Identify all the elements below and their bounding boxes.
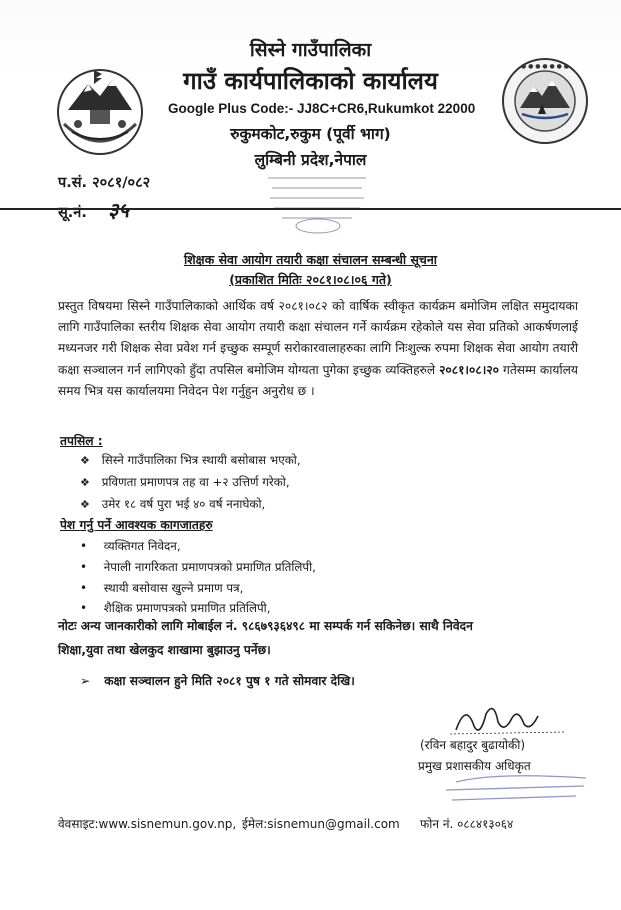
footer-phone: फोन नं. ०८८४१३०६४ <box>420 817 514 831</box>
diamond-bullet-icon: ❖ <box>80 476 90 489</box>
diamond-bullet-icon: ❖ <box>80 454 90 467</box>
contact-note-line1: नोटः अन्य जानकारीको लागि मोबाईल नं. ९८६७९३६४९८ मा सम्पर्क गर्न सकिनेछ। साथै निवेदन <box>58 619 473 633</box>
dispatch-number-label: सू.नं. <box>58 205 87 221</box>
header-divider <box>0 208 621 210</box>
documents-heading: पेश गर्नु पर्ने आवश्यक कागजातहरु <box>60 518 213 532</box>
notice-body <box>58 296 578 402</box>
dispatch-number-value: ३५ <box>107 198 129 222</box>
footer-email: ईमेल:sisnemun@gmail.com <box>242 817 400 831</box>
signatory-name: (रविन बहादुर बुढायोकी) <box>420 738 526 752</box>
documents-item: • व्यक्तिगत निवेदन, <box>80 539 181 553</box>
class-start-note: ➢ कक्षा सञ्चालन हुने मिति २०८१ पुष १ गते सोमवार देखि। <box>80 674 355 688</box>
published-date: (प्रकाशित मितिः २०८१।०८।०६ गते) <box>229 272 392 287</box>
municipality-name: सिस्ने गाउँपालिका <box>249 39 372 61</box>
notice-body-part2: गतेसम्म कार्यालय समय भित्र यस कार्यालयमा निवेदन पेश गर्नुहुन अनुरोध छ । <box>58 362 578 398</box>
bullet-icon: • <box>80 539 88 553</box>
notice-body-part1: प्रस्तुत विषयमा सिस्ने गाउँपालिकाको आर्थिक वर्ष २०८१।०८२ को वार्षिक स्वीकृत कार्यक्रम बमोजिम लक्षित समुदायका लागि गाउँपालिका स्तरीय शिक्षक सेवा आयोग तयारी कक्षा संचालन गर्ने कार्यक्रम रहेकोले यस सेवा प्रतिको आकर्षणलाई मध्यनजर गरी शिक्षक सेवा प्रवेश गर्न इच्छुक सम्पूर्ण सरोकारवालाहरुका लागि निःशुल्क रुपमा शिक्षक सेवा आयोग तयारी कक्षा सञ्चालन गर्न लागिएको हुँदा तपसिल बमोजिम योग्यता पुगेका इच्छुक व्यक्तिहरुले <box>58 299 578 377</box>
details-item: ❖ प्रविणता प्रमाणपत्र तह वा +२ उत्तिर्ण गरेको, <box>80 475 290 489</box>
notice-title: शिक्षक सेवा आयोग तयारी कक्षा संचालन सम्बन्धी सूचना <box>183 252 438 267</box>
province: लुम्बिनी प्रदेश,नेपाल <box>254 151 367 169</box>
bullet-icon: • <box>80 560 88 574</box>
letter-number <box>58 172 150 192</box>
svg-text:● ● ● ● ● ● ●: ● ● ● ● ● ● ● <box>520 63 570 70</box>
contact-note-line2: शिक्षा,युवा तथा खेलकुद शाखामा बुझाउनु पर्नेछ। <box>58 643 271 657</box>
arrow-bullet-icon: ➢ <box>80 674 91 688</box>
office-name: गाउँ कार्यपालिकाको कार्यालय <box>183 67 438 95</box>
bullet-icon: • <box>80 581 88 595</box>
documents-item: • शैक्षिक प्रमाणपत्रको प्रमाणित प्रतिलिपी, <box>80 601 271 615</box>
signatory-title: प्रमुख प्रशासकीय अधिकृत <box>418 759 531 773</box>
diamond-bullet-icon: ❖ <box>80 498 90 511</box>
documents-item: • स्थायी बसोवास खुल्ने प्रमाण पत्र, <box>80 581 244 595</box>
office-location: रुकुमकोट,रुकुम (पूर्वी भाग) <box>230 125 391 143</box>
details-item: ❖ सिस्ने गाउँपालिका भित्र स्थायी बसोबास भएको, <box>80 453 301 467</box>
bullet-icon: • <box>80 601 88 615</box>
plus-code: Google Plus Code:- JJ8C+CR6,Rukumkot 22000 <box>168 101 476 116</box>
office-stamp <box>262 170 374 236</box>
deadline-date: २०८१।०८।२० <box>439 362 500 377</box>
contact-note <box>58 614 578 662</box>
letter-number-label: प.सं. २०८१/०८२ <box>58 175 151 191</box>
details-item: ❖ उमेर १८ वर्ष पुरा भई ४० वर्ष ननाघेको, <box>80 497 266 511</box>
footer-website: वेवसाइट:www.sisnemun.gov.np, <box>58 817 237 831</box>
details-heading: तपसिल : <box>60 434 103 448</box>
designation-stamp <box>416 768 591 810</box>
documents-item: • नेपाली नागरिकता प्रमाणपत्रको प्रमाणित प्रतिलिपी, <box>80 560 316 574</box>
handwritten-signature <box>446 696 586 740</box>
